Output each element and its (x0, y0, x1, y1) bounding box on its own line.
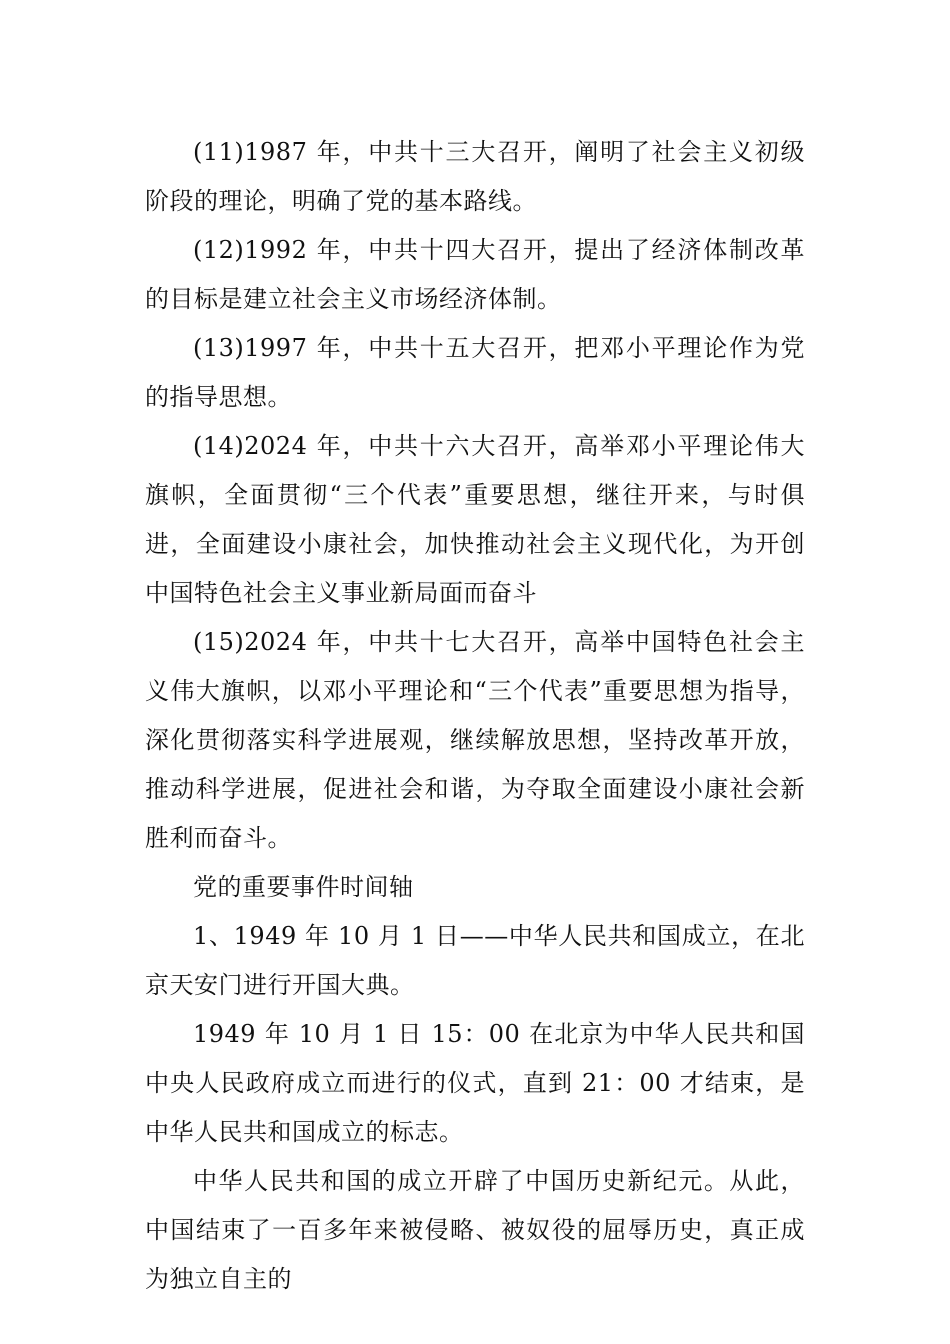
paragraph-congress-17: (15)2024 年，中共十七大召开，高举中国特色社会主义伟大旗帜，以邓小平理论和“三个代表”重要思想为指导，深化贯彻落实科学进展观，继续解放思想，坚持改革开放，推动科学进展，促进社会和谐，为夺取全面建设小康社会新胜利而奋斗。 (145, 628, 805, 852)
paragraph-congress-16: (14)2024 年，中共十六大召开，高举邓小平理论伟大旗帜，全面贯彻“三个代表”重要思想，继往开来，与时俱进，全面建设小康社会，加快推动社会主义现代化，为开创中国特色社会主义事业新局面而奋斗 (145, 432, 805, 607)
section-heading-timeline: 党的重要事件时间轴 (193, 873, 414, 901)
paragraph-congress-15: (13)1997 年，中共十五大召开，把邓小平理论作为党的指导思想。 (145, 334, 805, 411)
paragraph-timeline-item-1: 1、1949 年 10 月 1 日——中华人民共和国成立，在北京天安门进行开国大典。 (145, 922, 805, 999)
paragraph-new-era: 中华人民共和国的成立开辟了中国历史新纪元。从此，中国结束了一百多年来被侵略、被奴役的屈辱历史，真正成为独立自主的 (145, 1167, 805, 1293)
paragraph-founding-ceremony: 1949 年 10 月 1 日 15：00 在北京为中华人民共和国中央人民政府成立而进行的仪式，直到 21：00 才结束，是中华人民共和国成立的标志。 (145, 1020, 805, 1146)
paragraph-congress-14: (12)1992 年，中共十四大召开，提出了经济体制改革的目标是建立社会主义市场经济体制。 (145, 236, 805, 313)
paragraph-congress-13: (11)1987 年，中共十三大召开，阐明了社会主义初级阶段的理论，明确了党的基本路线。 (145, 138, 805, 215)
